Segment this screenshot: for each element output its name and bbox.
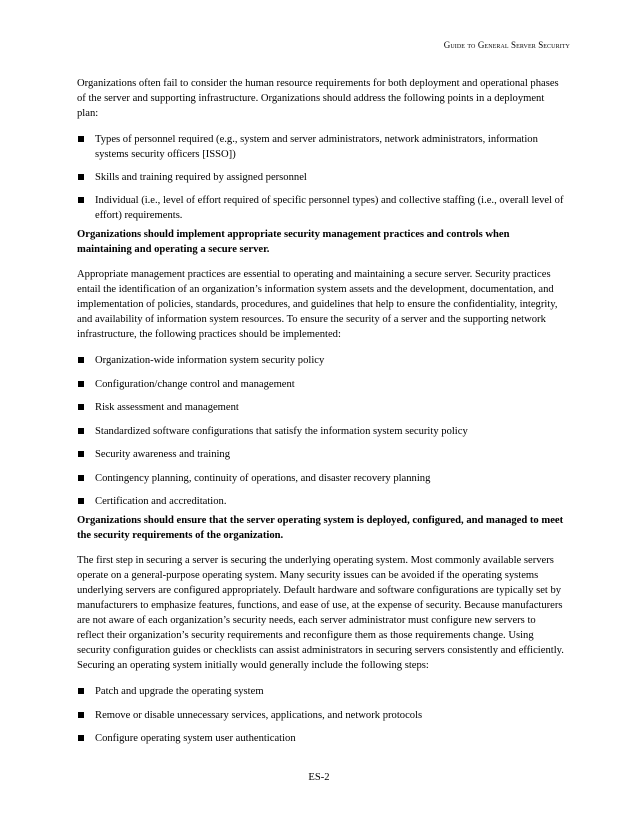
bullet-square-icon [78,498,84,504]
list-item: Standardized software configurations that satisfy the information system security policy [77,424,565,439]
bullet-square-icon [78,735,84,741]
list-item: Risk assessment and management [77,400,565,415]
list-item: Organization-wide information system security policy [77,353,565,368]
list-item: Types of personnel required (e.g., system and server administrators, network administrators, information systems security officers [ISSO]) [77,132,565,162]
practices-list [77,353,565,509]
list-item: Security awareness and training [77,447,565,462]
running-header [444,40,570,50]
list-item: Individual (i.e., level of effort required of specific personnel types) and collective staffing (i.e., overall level of effort) requirements. [77,193,565,223]
list-item: Skills and training required by assigned personnel [77,170,565,185]
page-footer [0,772,638,783]
bullet-square-icon [78,357,84,363]
paragraph-personnel: Organizations often fail to consider the human resource requirements for both deployment and operational phases of the server and supporting infrastructure. Organizations should address the following points in a deployment plan: [77,78,559,119]
bullet-square-icon [78,404,84,410]
bullet-square-icon [78,136,84,142]
page-number: ES-2 [308,772,330,783]
list-item: Configure operating system user authentication [77,731,565,746]
bullet-square-icon [78,428,84,434]
bullet-square-icon [78,174,84,180]
bullet-square-icon [78,451,84,457]
personnel-list [77,132,565,223]
bullet-square-icon [78,688,84,694]
os-steps-list [77,684,565,746]
list-item: Configuration/change control and management [77,377,565,392]
running-header-text: Guide to General Server Security [443,40,570,50]
list-item: Contingency planning, continuity of operations, and disaster recovery planning [77,471,565,486]
bullet-square-icon [78,381,84,387]
paragraph-management: Appropriate management practices are essential to operating and maintaining a secure server. Security practices entail the identification of an organization’s information system assets and the development, documentation, and implementation of policies, standards, procedures, and guidelines that help to ensure the confidentiality, integrity, and availability of information system resources. To ensure the security of a server and the supporting network infrastructure, the following practices should be implemented: [77,269,558,340]
heading-management-practices: Organizations should implement appropriate security management practices and controls when maintaining and operating a secure server. [77,229,510,255]
list-item: Certification and accreditation. [77,494,565,509]
paragraph-operating-system: The first step in securing a server is securing the underlying operating system. Most commonly available servers operate on a general-purpose operating system. Many security issues can be avoided if the operating systems underlying servers are configured appropriately. Default hardware and software configurations are typically set by manufacturers to emphasize features, functions, and ease of use, at the expense of security. Because manufacturers are not aware of each organization’s security needs, each server administrator must configure new servers to reflect their organization’s security requirements and reconfigure them as those requirements change. Using security configuration guides or checklists can assist administrators in securing servers consistently and efficiently. Securing an operating system initially would generally include the following steps: [77,555,564,671]
list-item: Patch and upgrade the operating system [77,684,565,699]
heading-operating-system: Organizations should ensure that the server operating system is deployed, configured, and managed to meet the security requirements of the organization. [77,515,564,541]
list-item: Remove or disable unnecessary services, applications, and network protocols [77,708,565,723]
bullet-square-icon [78,475,84,481]
bullet-square-icon [78,712,84,718]
bullet-square-icon [78,197,84,203]
page-body [77,76,565,755]
